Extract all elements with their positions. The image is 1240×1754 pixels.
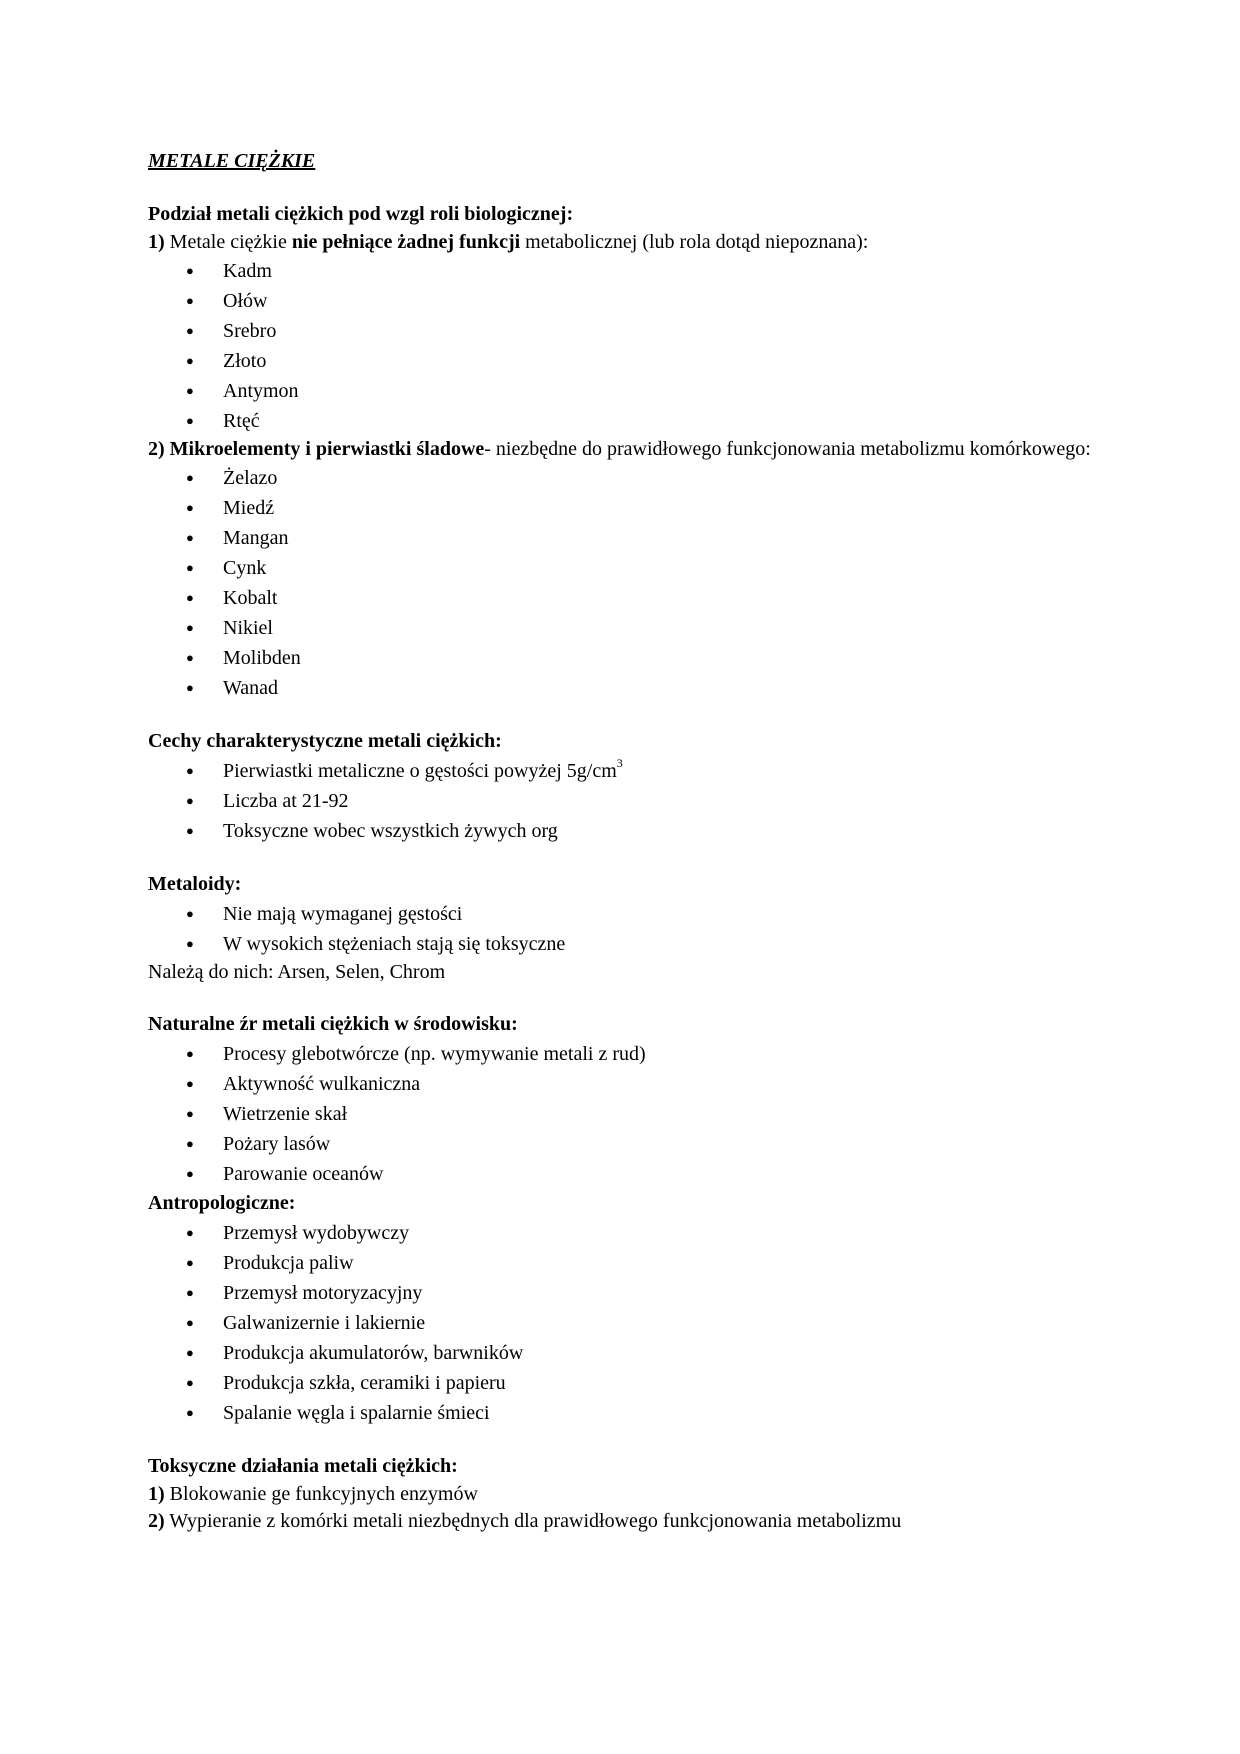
section2-heading: Cechy charakterystyczne metali ciężkich: [148, 730, 502, 752]
section1-point2 [148, 436, 1108, 463]
section5-heading: Toksyczne działania metali ciężkich: [148, 1455, 458, 1477]
list-item: ● Rtęć [148, 406, 1108, 436]
metalloids-note: Należą do nich: Arsen, Selen, Chrom [148, 961, 446, 983]
list-item: ● Pożary lasów [148, 1129, 1108, 1159]
list-item: ● Wanad [148, 673, 1108, 703]
list-item: ● Żelazo [148, 463, 1108, 493]
spacer [148, 846, 1108, 870]
section4-heading: Naturalne źr metali ciężkich w środowisku: [148, 1013, 518, 1035]
point-number: 2) [148, 1510, 165, 1532]
list-item: ● Przemysł motoryzacyjny [148, 1278, 1108, 1308]
list-item: ● Miedź [148, 493, 1108, 523]
list-item: ● Wietrzenie skał [148, 1099, 1108, 1129]
list-item: ● Srebro [148, 316, 1108, 346]
anthropogenic-sources-list [148, 1218, 1108, 1428]
spacer [148, 986, 1108, 1010]
characteristics-list [148, 756, 1108, 846]
list-item: ● Produkcja akumulatorów, barwników [148, 1338, 1108, 1368]
non-functional-metals-list [148, 256, 1108, 436]
document-title: METALE CIĘŻKIE [148, 150, 316, 172]
superscript: 3 [616, 756, 623, 771]
list-item: ● Przemysł wydobywczy [148, 1218, 1108, 1248]
list-item: ● Produkcja paliw [148, 1248, 1108, 1278]
section5-point2 [148, 1508, 1108, 1535]
list-item: ● Galwanizernie i lakiernie [148, 1308, 1108, 1338]
list-item: ● Liczba at 21-92 [148, 786, 1108, 816]
section1-heading: Podział metali ciężkich pod wzgl roli biologicznej: [148, 203, 574, 225]
list-item: ● Produkcja szkła, ceramiki i papieru [148, 1368, 1108, 1398]
point-text: - niezbędne do prawidłowego funkcjonowania metabolizmu komórkowego: [484, 438, 1091, 460]
point-number: 1) [148, 1483, 165, 1505]
point-text: Wypieranie z komórki metali niezbędnych dla prawidłowego funkcjonowania metabolizmu [164, 1510, 902, 1532]
point-emphasis: nie pełniące żadnej funkcji [291, 231, 521, 253]
section3-heading: Metaloidy: [148, 873, 242, 895]
list-item: ● Mangan [148, 523, 1108, 553]
list-item: ● W wysokich stężeniach stają się toksyczne [148, 929, 1108, 959]
point-text: metabolicznej (lub rola dotąd niepoznana): [520, 231, 869, 253]
section4-subheading: Antropologiczne: [148, 1192, 296, 1214]
list-item: ● Nikiel [148, 613, 1108, 643]
list-item: ● Ołów [148, 286, 1108, 316]
spacer [148, 703, 1108, 727]
document-page [148, 146, 1108, 1535]
point-text: Blokowanie ge funkcyjnych enzymów [164, 1483, 478, 1505]
point-number: 1) [148, 231, 165, 253]
list-item: ● Molibden [148, 643, 1108, 673]
natural-sources-list [148, 1039, 1108, 1189]
section5-point1 [148, 1481, 1108, 1508]
point-emphasis: 2) Mikroelementy i pierwiastki śladowe [148, 438, 485, 460]
spacer [148, 176, 1108, 200]
spacer [148, 1428, 1108, 1452]
list-item: ● Aktywność wulkaniczna [148, 1069, 1108, 1099]
list-item: ● Antymon [148, 376, 1108, 406]
section1-point1 [148, 229, 1108, 256]
list-item: ● Kobalt [148, 583, 1108, 613]
microelements-list [148, 463, 1108, 703]
list-item: ● Złoto [148, 346, 1108, 376]
list-item: ● Spalanie węgla i spalarnie śmieci [148, 1398, 1108, 1428]
list-item: ● Nie mają wymaganej gęstości [148, 899, 1108, 929]
list-item: ● Kadm [148, 256, 1108, 286]
list-item-text: Pierwiastki metaliczne o gęstości powyżej 5g/cm [223, 760, 617, 782]
list-item: ● Cynk [148, 553, 1108, 583]
point-text: Metale ciężkie [164, 231, 292, 253]
list-item [148, 756, 1108, 786]
list-item: ● Toksyczne wobec wszystkich żywych org [148, 816, 1108, 846]
list-item: ● Procesy glebotwórcze (np. wymywanie metali z rud) [148, 1039, 1108, 1069]
list-item: ● Parowanie oceanów [148, 1159, 1108, 1189]
metalloids-list [148, 899, 1108, 959]
